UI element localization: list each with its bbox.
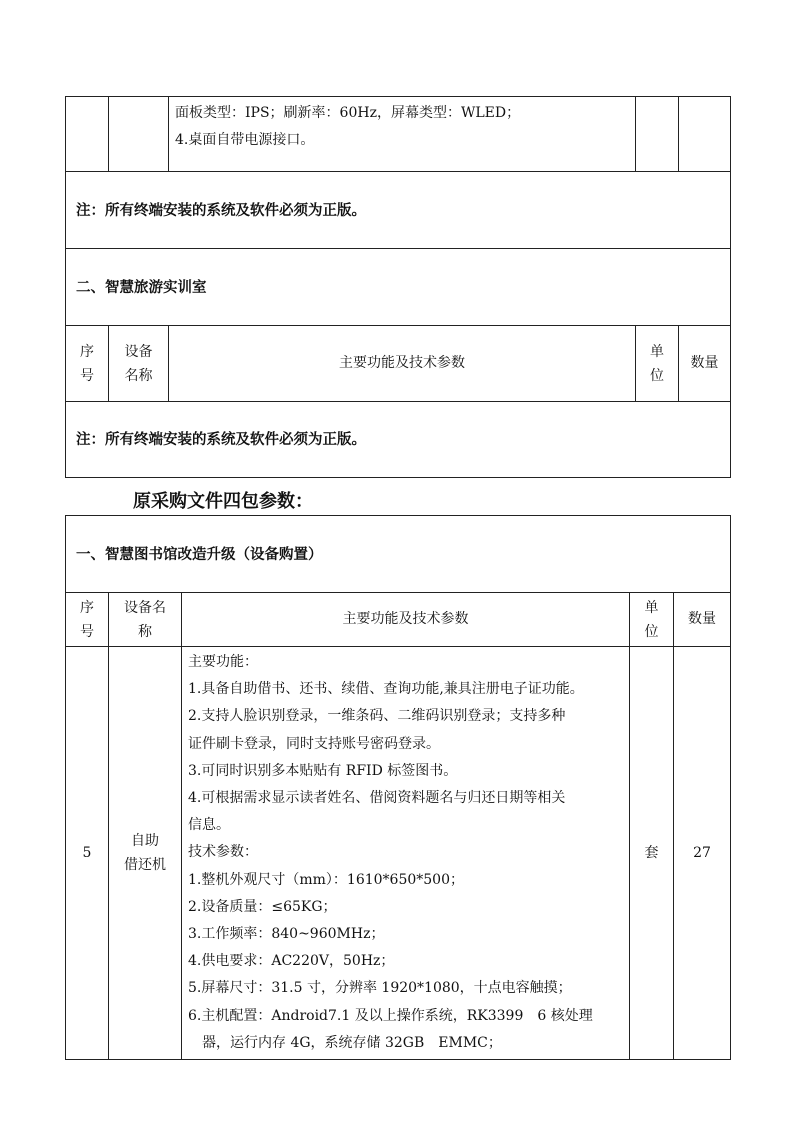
row-qty: 27 [674, 647, 731, 1060]
header-name: 设备 名称 [109, 326, 169, 402]
spec-line: 信息。 [188, 817, 230, 834]
seq-cell [66, 97, 109, 172]
note-row [66, 402, 731, 478]
header-spec: 主要功能及技术参数 [182, 593, 630, 647]
doc-heading: 原采购文件四包参数： [133, 491, 313, 512]
header-row [66, 326, 731, 402]
header-unit: 单 位 [636, 326, 679, 402]
header-name: 设备名 称 [109, 593, 182, 647]
spec-line: 主要功能： [188, 654, 258, 670]
note-row [66, 172, 731, 249]
spec-line: 器，运行内存 4G，系统存储 32GB EMMC； [188, 1034, 502, 1051]
header-seq: 序 号 [66, 593, 109, 647]
unit-cell [636, 97, 679, 172]
spec-line: 面板类型：IPS；刷新率：60Hz，屏幕类型：WLED； [175, 105, 521, 121]
header-qty: 数量 [679, 326, 731, 402]
section-title: 二、智慧旅游实训室 [66, 249, 731, 326]
section-row [66, 249, 731, 326]
header-row [66, 593, 731, 647]
header-qty: 数量 [674, 593, 731, 647]
row-unit: 套 [630, 647, 674, 1060]
spec-line: 4.可根据需求显示读者姓名、借阅资料题名与归还日期等相关 [188, 790, 566, 807]
spec-line: 4.桌面自带电源接口。 [175, 132, 315, 149]
bottom-spec-table [65, 515, 731, 1060]
spec-line: 技术参数： [188, 844, 258, 861]
note-text: 注：所有终端安装的系统及软件必须为正版。 [66, 172, 731, 249]
spec-line: 证件刷卡登录，同时支持账号密码登录。 [188, 735, 440, 752]
spec-line: 4.供电要求：AC220V，50Hz； [188, 953, 395, 970]
top-spec-table [65, 96, 731, 478]
spec-line: 1.具备自助借书、还书、续借、查询功能,兼具注册电子证功能。 [188, 681, 584, 698]
name-cell [109, 97, 169, 172]
spec-line: 6.主机配置：Android7.1 及以上操作系统，RK3399 6 核处理 [188, 1007, 593, 1024]
row-spec [182, 647, 630, 1060]
header-seq: 序 号 [66, 326, 109, 402]
spec-line: 2.设备质量：≤65KG； [188, 898, 337, 915]
row-seq: 5 [66, 647, 109, 1060]
row-name: 自助 借还机 [109, 647, 182, 1060]
header-unit: 单 位 [630, 593, 674, 647]
spec-line: 2.支持人脸识别登录，一维条码、二维码识别登录；支持多种 [188, 708, 566, 725]
header-spec: 主要功能及技术参数 [169, 326, 636, 402]
spec-line: 5.屏幕尺寸：31.5 寸，分辨率 1920*1080，十点电容触摸； [188, 980, 572, 997]
section-title: 一、智慧图书馆改造升级（设备购置） [66, 516, 731, 593]
qty-cell [679, 97, 731, 172]
continued-row [66, 97, 731, 172]
note-text: 注：所有终端安装的系统及软件必须为正版。 [66, 402, 731, 478]
spec-line: 3.工作频率：840~960MHz； [188, 926, 385, 943]
spec-line: 3.可同时识别多本贴贴有 RFID 标签图书。 [188, 762, 458, 779]
table-row [66, 647, 731, 1060]
spec-cell [169, 97, 636, 172]
section-row [66, 516, 731, 593]
spec-line: 1.整机外观尺寸（mm）：1610*650*500； [188, 871, 464, 888]
